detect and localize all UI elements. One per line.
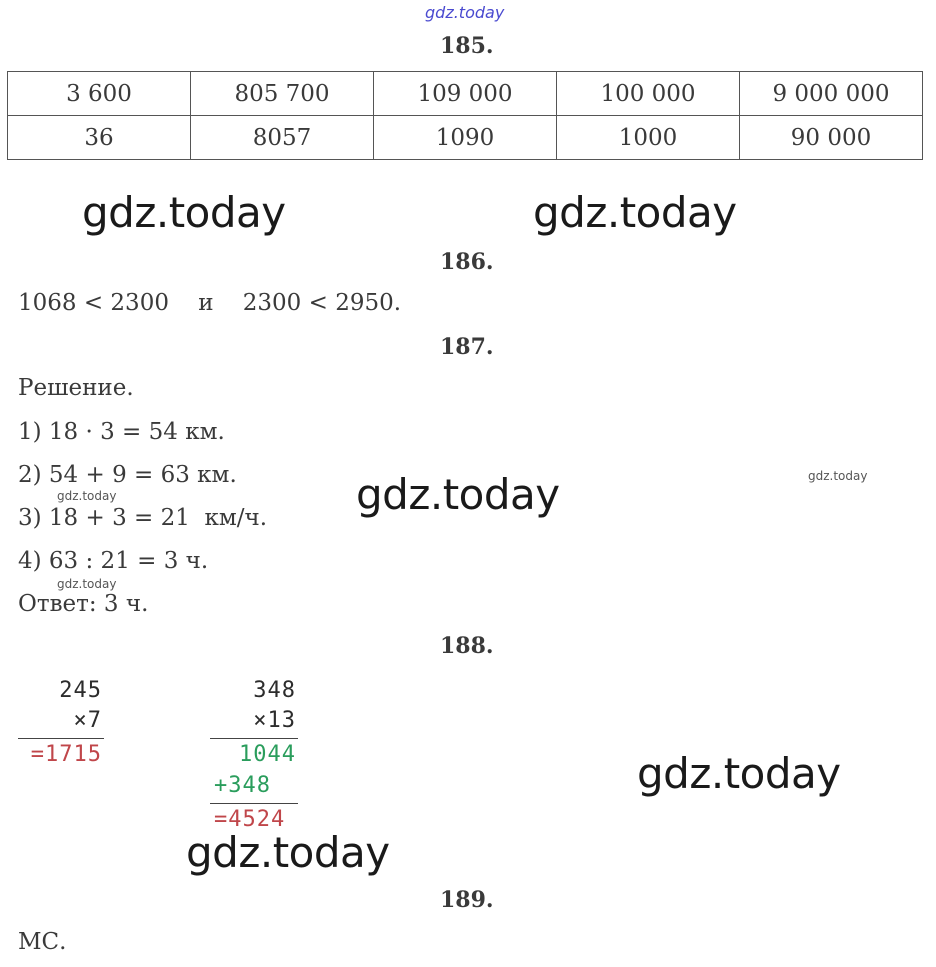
task-185-heading: 185. <box>440 33 494 59</box>
table-cell: 90 000 <box>740 116 923 160</box>
table-cell: 109 000 <box>374 72 557 116</box>
watermark-small: gdz.today <box>808 469 868 483</box>
table-cell: 9 000 000 <box>740 72 923 116</box>
table-cell: 1090 <box>374 116 557 160</box>
watermark: gdz.today <box>637 749 841 798</box>
table-cell: 36 <box>8 116 191 160</box>
watermark: gdz.today <box>356 470 560 519</box>
calc2-rule-1 <box>210 738 298 739</box>
solution-step-3: 3) 18 + 3 = 21 км/ч. <box>18 505 268 531</box>
task-189-heading: 189. <box>440 887 494 913</box>
calc2-multiplicand: 348 <box>253 678 296 703</box>
solution-step-1: 1) 18 · 3 = 54 км. <box>18 419 225 445</box>
watermark-top: gdz.today <box>425 3 505 22</box>
calc1-multiplier: ×7 <box>73 708 102 733</box>
table-cell: 100 000 <box>557 72 740 116</box>
task-186-inequalities: 1068 < 2300 и 2300 < 2950. <box>18 290 402 316</box>
calc2-multiplier: ×13 <box>253 708 296 733</box>
calc1-rule <box>18 738 104 739</box>
watermark-small: gdz.today <box>57 489 117 503</box>
table-row <box>8 116 923 160</box>
watermark: gdz.today <box>82 188 286 237</box>
table-cell: 3 600 <box>8 72 191 116</box>
watermark-small: gdz.today <box>57 577 117 591</box>
calc2-partial-1: 1044 <box>239 742 296 767</box>
table-cell: 1000 <box>557 116 740 160</box>
task-187-heading: 187. <box>440 334 494 360</box>
calc2-result: =4524 <box>214 807 286 832</box>
table-cell: 805 700 <box>191 72 374 116</box>
task-189-answer: МС. <box>18 929 67 955</box>
table-row <box>8 72 923 116</box>
calc2-rule-2 <box>210 803 298 804</box>
calc1-result: =1715 <box>30 742 102 767</box>
calc1-multiplicand: 245 <box>59 678 102 703</box>
watermark: gdz.today <box>186 828 390 877</box>
calc2-partial-2: +348 <box>214 773 271 798</box>
table-cell: 8057 <box>191 116 374 160</box>
task-188-heading: 188. <box>440 633 494 659</box>
task-185-table <box>7 71 923 160</box>
task-186-heading: 186. <box>440 249 494 275</box>
solution-step-2: 2) 54 + 9 = 63 км. <box>18 462 237 488</box>
watermark: gdz.today <box>533 188 737 237</box>
answer-line: Ответ: 3 ч. <box>18 591 149 617</box>
solution-step-4: 4) 63 : 21 = 3 ч. <box>18 548 209 574</box>
solution-label: Решение. <box>18 375 134 401</box>
